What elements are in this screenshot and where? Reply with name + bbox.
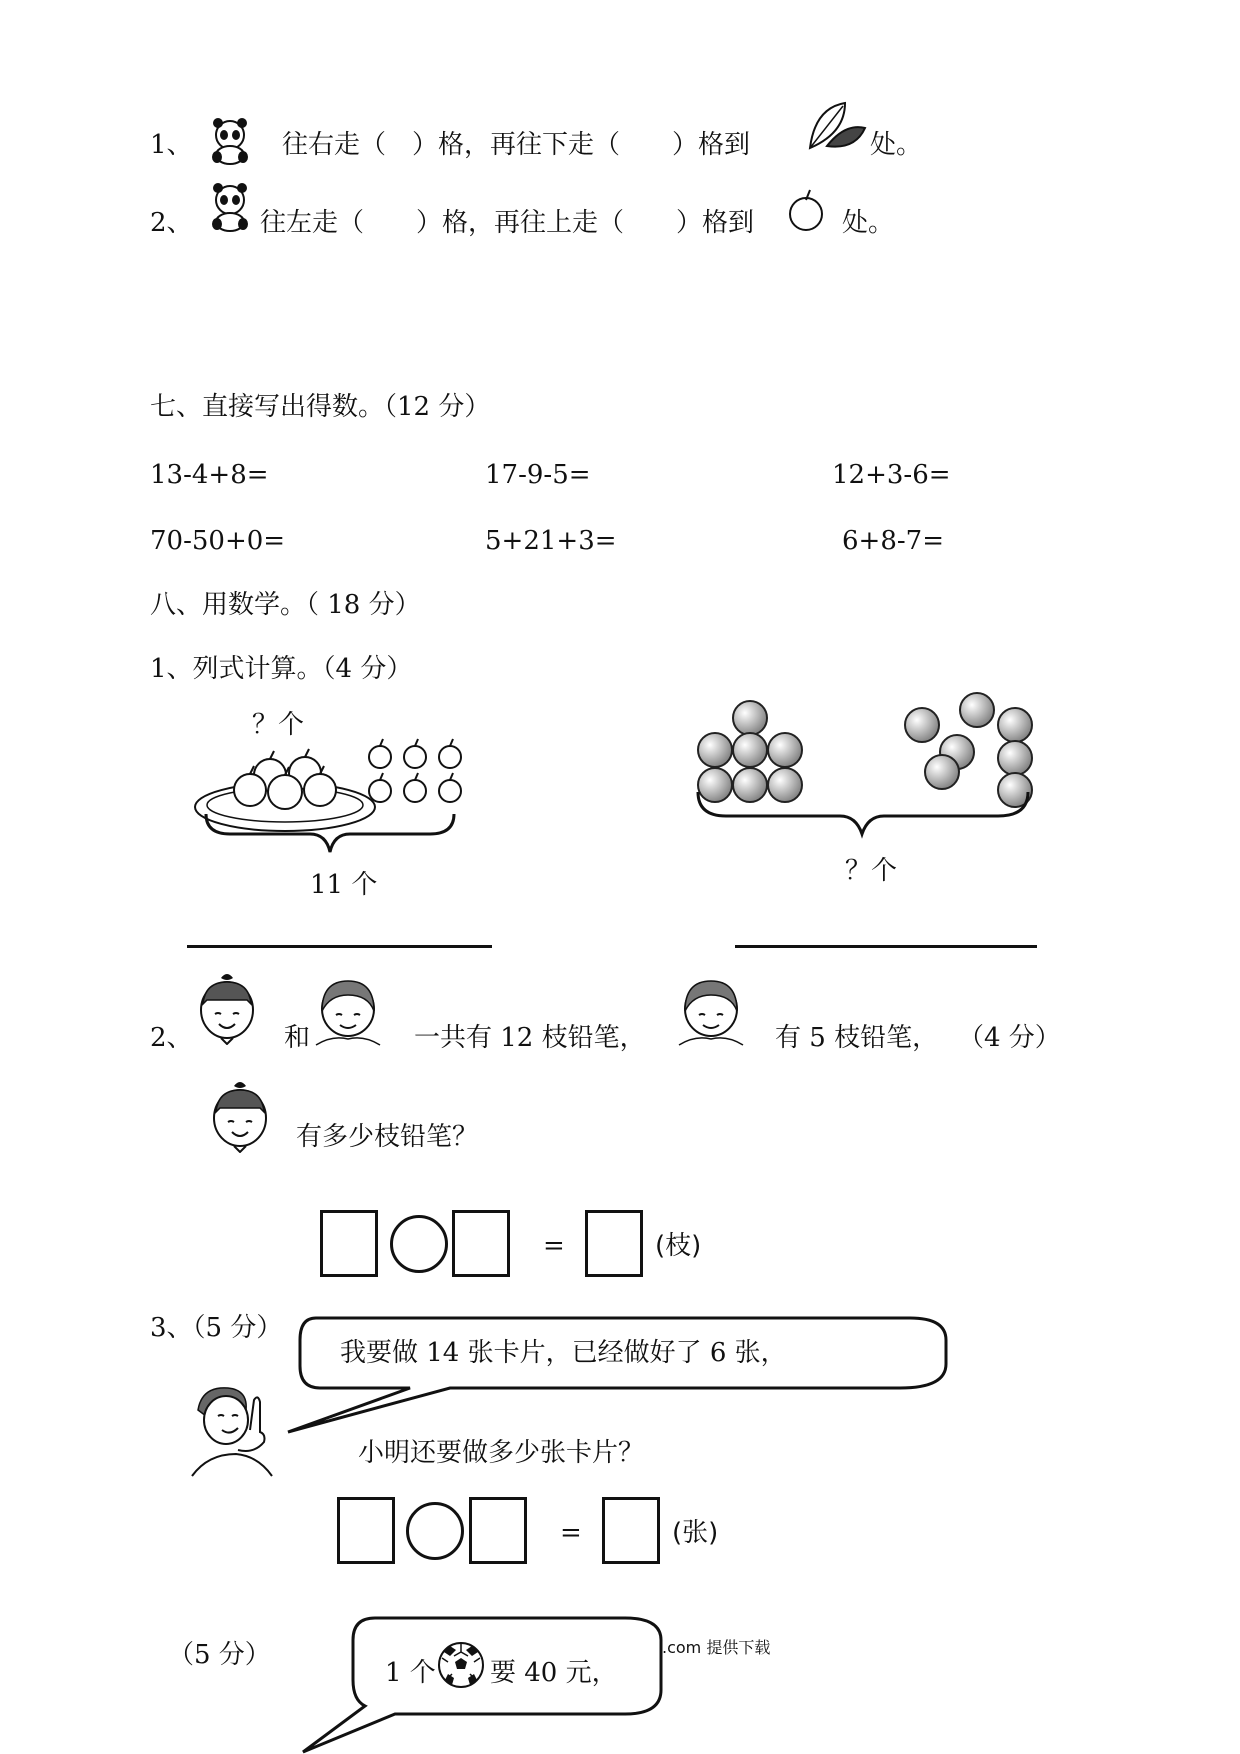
answer-box-result-2[interactable] bbox=[602, 1497, 660, 1564]
girl-icon bbox=[312, 975, 384, 1047]
apples-total-label: 11 个 bbox=[310, 870, 378, 900]
soccer-ball-icon bbox=[436, 1640, 486, 1690]
panda-icon bbox=[205, 180, 255, 235]
answer-box-result[interactable] bbox=[585, 1210, 643, 1277]
answer-line-right bbox=[735, 945, 1037, 948]
q2-text: 往左走（ ）格，再往上走（ ）格到 bbox=[260, 208, 755, 238]
answer-box-3[interactable] bbox=[337, 1497, 395, 1564]
left-brace-icon bbox=[200, 812, 460, 857]
q8-3-title: 3、（5 分） bbox=[150, 1313, 283, 1343]
section7-title: 七、直接写出得数。（12 分） bbox=[150, 392, 491, 422]
equals-sign-2: = bbox=[560, 1518, 582, 1548]
expr-1: 13-4+8= bbox=[150, 460, 269, 490]
section8-title: 八、用数学。（ 18 分） bbox=[150, 590, 421, 620]
q2-number: 2、 bbox=[150, 208, 193, 238]
q1-text-end: 处。 bbox=[870, 130, 923, 160]
q8-4-score: （5 分） bbox=[168, 1640, 271, 1670]
q8-2-text1: 一共有 12 枝铅笔， bbox=[414, 1023, 646, 1053]
expr-5: 5+21+3= bbox=[485, 526, 617, 556]
right-brace-icon bbox=[690, 790, 1040, 840]
unit-label-2: (张) bbox=[672, 1518, 719, 1548]
girl-with-bow-icon bbox=[208, 1078, 273, 1153]
q8-4-bubble-text-a: 1 个 bbox=[385, 1658, 436, 1688]
girl-icon bbox=[675, 975, 747, 1047]
answer-box-1[interactable] bbox=[320, 1210, 378, 1277]
apple-icon bbox=[786, 188, 826, 233]
unit-label: (枝) bbox=[655, 1231, 702, 1261]
operator-circle[interactable] bbox=[390, 1215, 448, 1273]
q8-3-bubble-text: 我要做 14 张卡片，已经做好了 6 张， bbox=[340, 1338, 787, 1368]
apples-question-label: ？个 bbox=[252, 710, 305, 740]
q8-1-title: 1、列式计算。（4 分） bbox=[150, 654, 413, 684]
answer-box-2[interactable] bbox=[452, 1210, 510, 1277]
leaves-icon bbox=[805, 98, 867, 153]
answer-line-left bbox=[187, 945, 492, 948]
q1-number: 1、 bbox=[150, 130, 193, 160]
q8-2-number: 2、 bbox=[150, 1023, 193, 1053]
footer-text: .com 提供下载 bbox=[662, 1638, 771, 1657]
q8-2-score: （4 分） bbox=[958, 1023, 1061, 1053]
q1-text: 往右走（ ）格，再往下走（ ）格到 bbox=[282, 130, 751, 160]
answer-box-4[interactable] bbox=[469, 1497, 527, 1564]
q8-2-and: 和 bbox=[284, 1023, 311, 1053]
panda-icon bbox=[205, 115, 255, 165]
operator-circle-2[interactable] bbox=[406, 1502, 464, 1560]
expr-3: 12+3-6= bbox=[832, 460, 951, 490]
balls-question-label: ？个 bbox=[845, 856, 898, 886]
equals-sign: = bbox=[543, 1231, 565, 1261]
girl-with-bow-icon bbox=[195, 970, 260, 1045]
boy-pointing-icon bbox=[188, 1380, 278, 1480]
speech-bubble bbox=[280, 1310, 950, 1440]
q8-2-text2: 有 5 枝铅笔， bbox=[775, 1023, 939, 1053]
q8-4-bubble-text-b: 要 40 元， bbox=[490, 1658, 618, 1688]
q8-2-question: 有多少枝铅笔？ bbox=[296, 1122, 479, 1152]
expr-4: 70-50+0= bbox=[150, 526, 286, 556]
q2-text-end: 处。 bbox=[842, 208, 895, 238]
q8-3-question: 小明还要做多少张卡片？ bbox=[358, 1438, 645, 1468]
expr-6: 6+8-7= bbox=[842, 526, 944, 556]
expr-2: 17-9-5= bbox=[485, 460, 591, 490]
